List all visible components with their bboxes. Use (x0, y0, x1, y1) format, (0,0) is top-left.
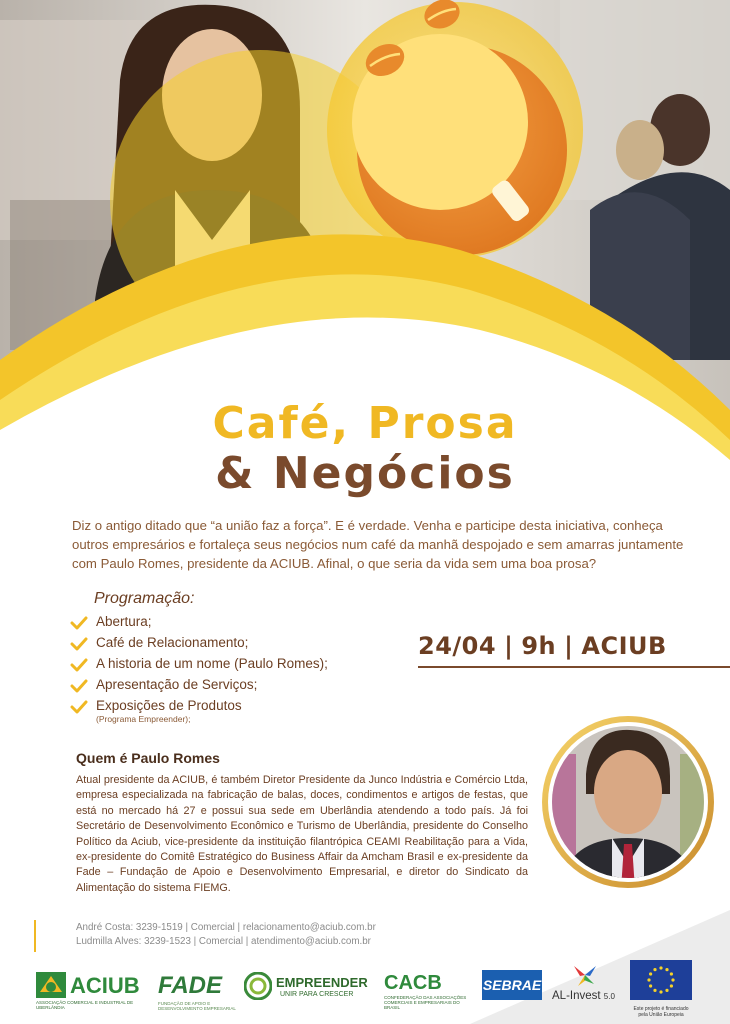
bio-title: Quem é Paulo Romes (76, 750, 220, 766)
speaker-portrait (540, 714, 716, 890)
fade-logo-text: FADE (158, 972, 223, 999)
fade-logo-sub: FUNDAÇÃO DE APOIO E DESENVOLVIMENTO EMPRESARIAL (158, 1001, 236, 1011)
program-item (70, 698, 400, 724)
alinvest-logo-text: AL-Invest (552, 990, 601, 1002)
program-item (70, 677, 400, 694)
cacb-logo-text: CACB (384, 972, 442, 994)
event-time: 9h (521, 632, 557, 660)
hero-banner (0, 0, 730, 460)
event-underline (418, 666, 730, 668)
fade-logo (158, 972, 238, 1011)
event-separator: | (564, 632, 574, 660)
contact-line: André Costa: 3239-1519 | Comercial | relacionamento@aciub.com.br (76, 922, 376, 933)
event-date: 24/04 (418, 632, 497, 660)
sebrae-logo (482, 970, 542, 1000)
check-icon (70, 636, 88, 652)
event-place: ACIUB (581, 632, 667, 660)
alinvest-mark-icon (570, 962, 600, 988)
program-item (70, 656, 400, 673)
eu-logo (630, 960, 692, 1018)
eu-caption: Este projeto é financiado pela União Europeia (633, 1006, 689, 1018)
program-item-label: Café de Relacionamento; (96, 635, 249, 650)
check-icon (70, 657, 88, 673)
bio-text: Atual presidente da ACIUB, é também Diretor Presidente da Junco Indústria e Comércio Ltda, empresa especializada na fabricação de balas, doces, condimentos e artigos de festas, que está no mercado há 27 e possui sua sede em Uberlândia atendendo a todo país. Já foi Secretário de Desenvolvimento Econômico e Turismo de Uberlândia, presidente do Conselho Político da Aciub, vice-presidente da instituição filantrópica CEAMI Reabilitação para a Vida, ex-presidente do Comitê Estratégico do Business Affair da Amcham Brasil e ex-presidente da Fade – Fundação de Apoio e Desenvolvimento Empresarial, e diretor do Sindicato da Alimentação do sistema FIEMG. (76, 774, 528, 894)
intro-paragraph: Diz o antigo ditado que “a união faz a força”. E é verdade. Venha e participe desta iniciativa, conheça outros empresários e fortaleça seus negócios num café da manhã despojado e sem amarras juntamente com Paulo Romes, presidente da ACIUB. Afinal, o que seria da vida sem uma boa prosa? (72, 518, 684, 571)
program-item (70, 614, 400, 631)
empreender-logo-text: EMPREENDER (276, 975, 368, 990)
contact-line: Ludmilla Alves: 3239-1523 | Comercial | atendimento@aciub.com.br (76, 936, 371, 947)
program-item-label: Exposições de Produtos (96, 698, 242, 713)
title-line-1: Café, Prosa (212, 398, 518, 449)
check-icon (70, 615, 88, 631)
contact-accent-bar (34, 920, 36, 952)
check-icon (70, 699, 88, 715)
event-info (418, 632, 730, 660)
cacb-logo-sub: CONFEDERAÇÃO DAS ASSOCIAÇÕES COMERCIAIS E EMPRESARIAIS DO BRASIL (384, 995, 467, 1010)
program-item (70, 635, 400, 652)
aciub-logo-sub: ASSOCIAÇÃO COMERCIAL E INDUSTRIAL DE UBERLÂNDIA (36, 1000, 134, 1010)
title-line-2: & Negócios (215, 448, 515, 499)
program-list (70, 614, 400, 728)
eu-flag-icon (630, 960, 692, 1000)
program-item-sub: (Programa Empreender); (96, 714, 191, 724)
hero-illustration (0, 0, 730, 460)
event-separator: | (504, 632, 514, 660)
cacb-logo (384, 972, 476, 1010)
check-icon (70, 678, 88, 694)
aciub-logo-text: ACIUB (70, 973, 140, 998)
aciub-mark-icon (36, 972, 66, 998)
alinvest-logo-num: 5.0 (603, 992, 615, 1001)
program-item-label: Apresentação de Serviços; (96, 677, 258, 692)
program-item-label: A historia de um nome (Paulo Romes); (96, 656, 328, 671)
empreender-mark-icon (244, 972, 272, 1000)
empreender-logo-sub: UNIR PARA CRESCER (280, 991, 354, 998)
program-item-label: Abertura; (96, 614, 152, 629)
sebrae-logo-text: SEBRAE (482, 977, 542, 993)
program-title: Programação: (94, 590, 195, 607)
